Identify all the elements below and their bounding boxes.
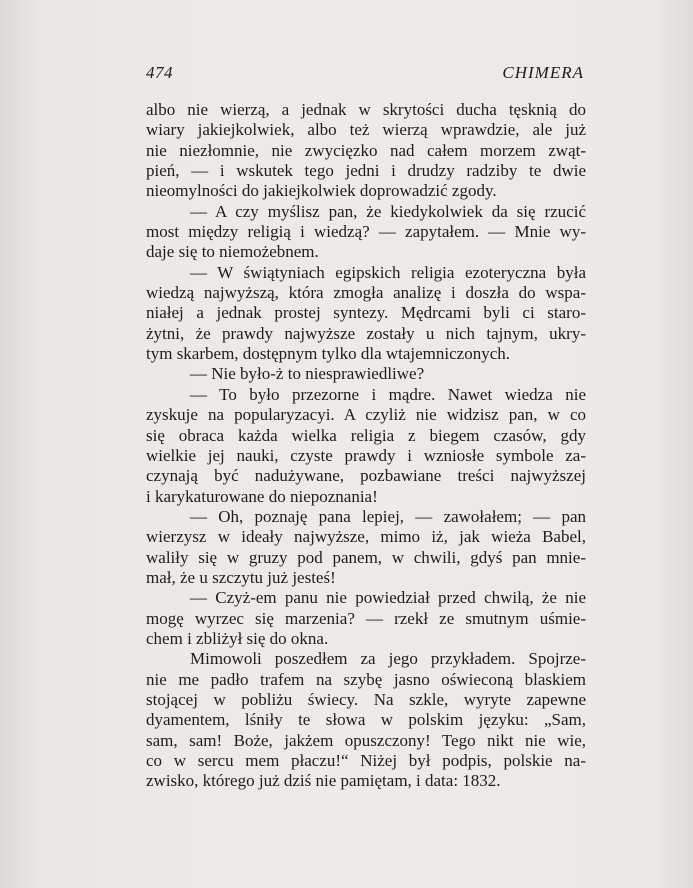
text-line: Mimowoli poszedłem za jego przykładem. Spojrze- [190, 649, 586, 669]
text-line: — Nie było-ż to niesprawiedliwe? [190, 364, 425, 384]
text-line: wielkie jej nauki, czyste prawdy i wzniosłe symbole za- [146, 445, 586, 465]
text-line: albo nie wierzą, a jednak w skrytości ducha tęsknią do [146, 100, 586, 119]
text-line: co w sercu mem płaczu!“ Niżej był podpis, polskie na- [146, 751, 586, 770]
text-line: wierzysz w ideały najwyższe, mimo iż, jak wieża Babel, [146, 527, 586, 547]
text-line: nie niezłomnie, nie zwycięzko nad całem morzem zwąt- [146, 140, 586, 160]
text-line: mogę wyrzec się marzenia? — rzekł ze smutnym uśmie- [146, 608, 586, 628]
page-header [146, 63, 584, 87]
text-line: stojącej w pobliżu świecy. Na szkle, wyryte zapewne [146, 689, 586, 709]
text-line: niałej a jednak prostej syntezy. Mędrcami byli ci staro- [146, 303, 586, 323]
text-line: i karykaturowane do niepoznania! [146, 486, 378, 506]
text-line: tym skarbem, dostępnym tylko dla wtajemniczonych. [146, 344, 511, 364]
text-line: mał, że u szczytu już jesteś! [146, 567, 336, 587]
text-line: waliły się w gruzy pod panem, w chwili, gdyś pan mnie- [146, 547, 586, 567]
body-text [146, 100, 586, 792]
running-head: CHIMERA [502, 63, 584, 82]
text-line: — A czy myślisz pan, że kiedykolwiek da się rzucić [190, 201, 586, 221]
text-line: nieomylności do jakiejkolwiek doprowadzić zgody. [146, 181, 497, 201]
text-line: dyamentem, lśniły te słowa w polskim języku: „Sam, [146, 710, 586, 730]
text-line: chem i zbliżył się do okna. [146, 628, 329, 648]
text-line: wiary jakiejkolwiek, albo też wierzą wprawdzie, ale już [146, 120, 586, 140]
text-line: zwisko, którego już dziś nie pamiętam, i data: 1832. [146, 771, 501, 791]
text-line: żytni, że prawdy najwyższe zostały u nich tajnym, ukry- [146, 323, 586, 343]
text-line: sam, sam! Boże, jakżem opuszczony! Tego nikt nie wie, [146, 730, 586, 750]
text-line: czynają być nadużywane, pozbawiane treści najwyższej [146, 466, 586, 486]
text-line: się obraca każda wielka religia z biegem czasów, gdy [146, 425, 586, 445]
text-line: — Oh, poznaję pana lepiej, — zawołałem; — pan [190, 506, 586, 526]
page-number: 474 [146, 63, 173, 82]
text-line: daje się to niemożebnem. [146, 242, 319, 262]
text-line: most między religią i wiedzą? — zapytałem. — Mnie wy- [146, 222, 586, 242]
text-line: wiedzą najwyższą, która zmogła analizę i doszła do wspa- [146, 283, 586, 303]
text-line: — To było przezorne i mądre. Nawet wiedza nie [190, 384, 586, 404]
text-line: nie me padło trafem na szybę jasno oświeconą blaskiem [146, 669, 586, 689]
text-line: zyskuje na popularyzacyi. A czyliż nie widzisz pan, w co [146, 405, 586, 425]
text-line: — Czyż-em panu nie powiedział przed chwilą, że nie [190, 588, 586, 608]
text-line: — W świątyniach egipskich religia ezoteryczna była [190, 262, 586, 282]
text-line: pień, — i wskutek tego jedni i drudzy radziby te dwie [146, 161, 586, 181]
